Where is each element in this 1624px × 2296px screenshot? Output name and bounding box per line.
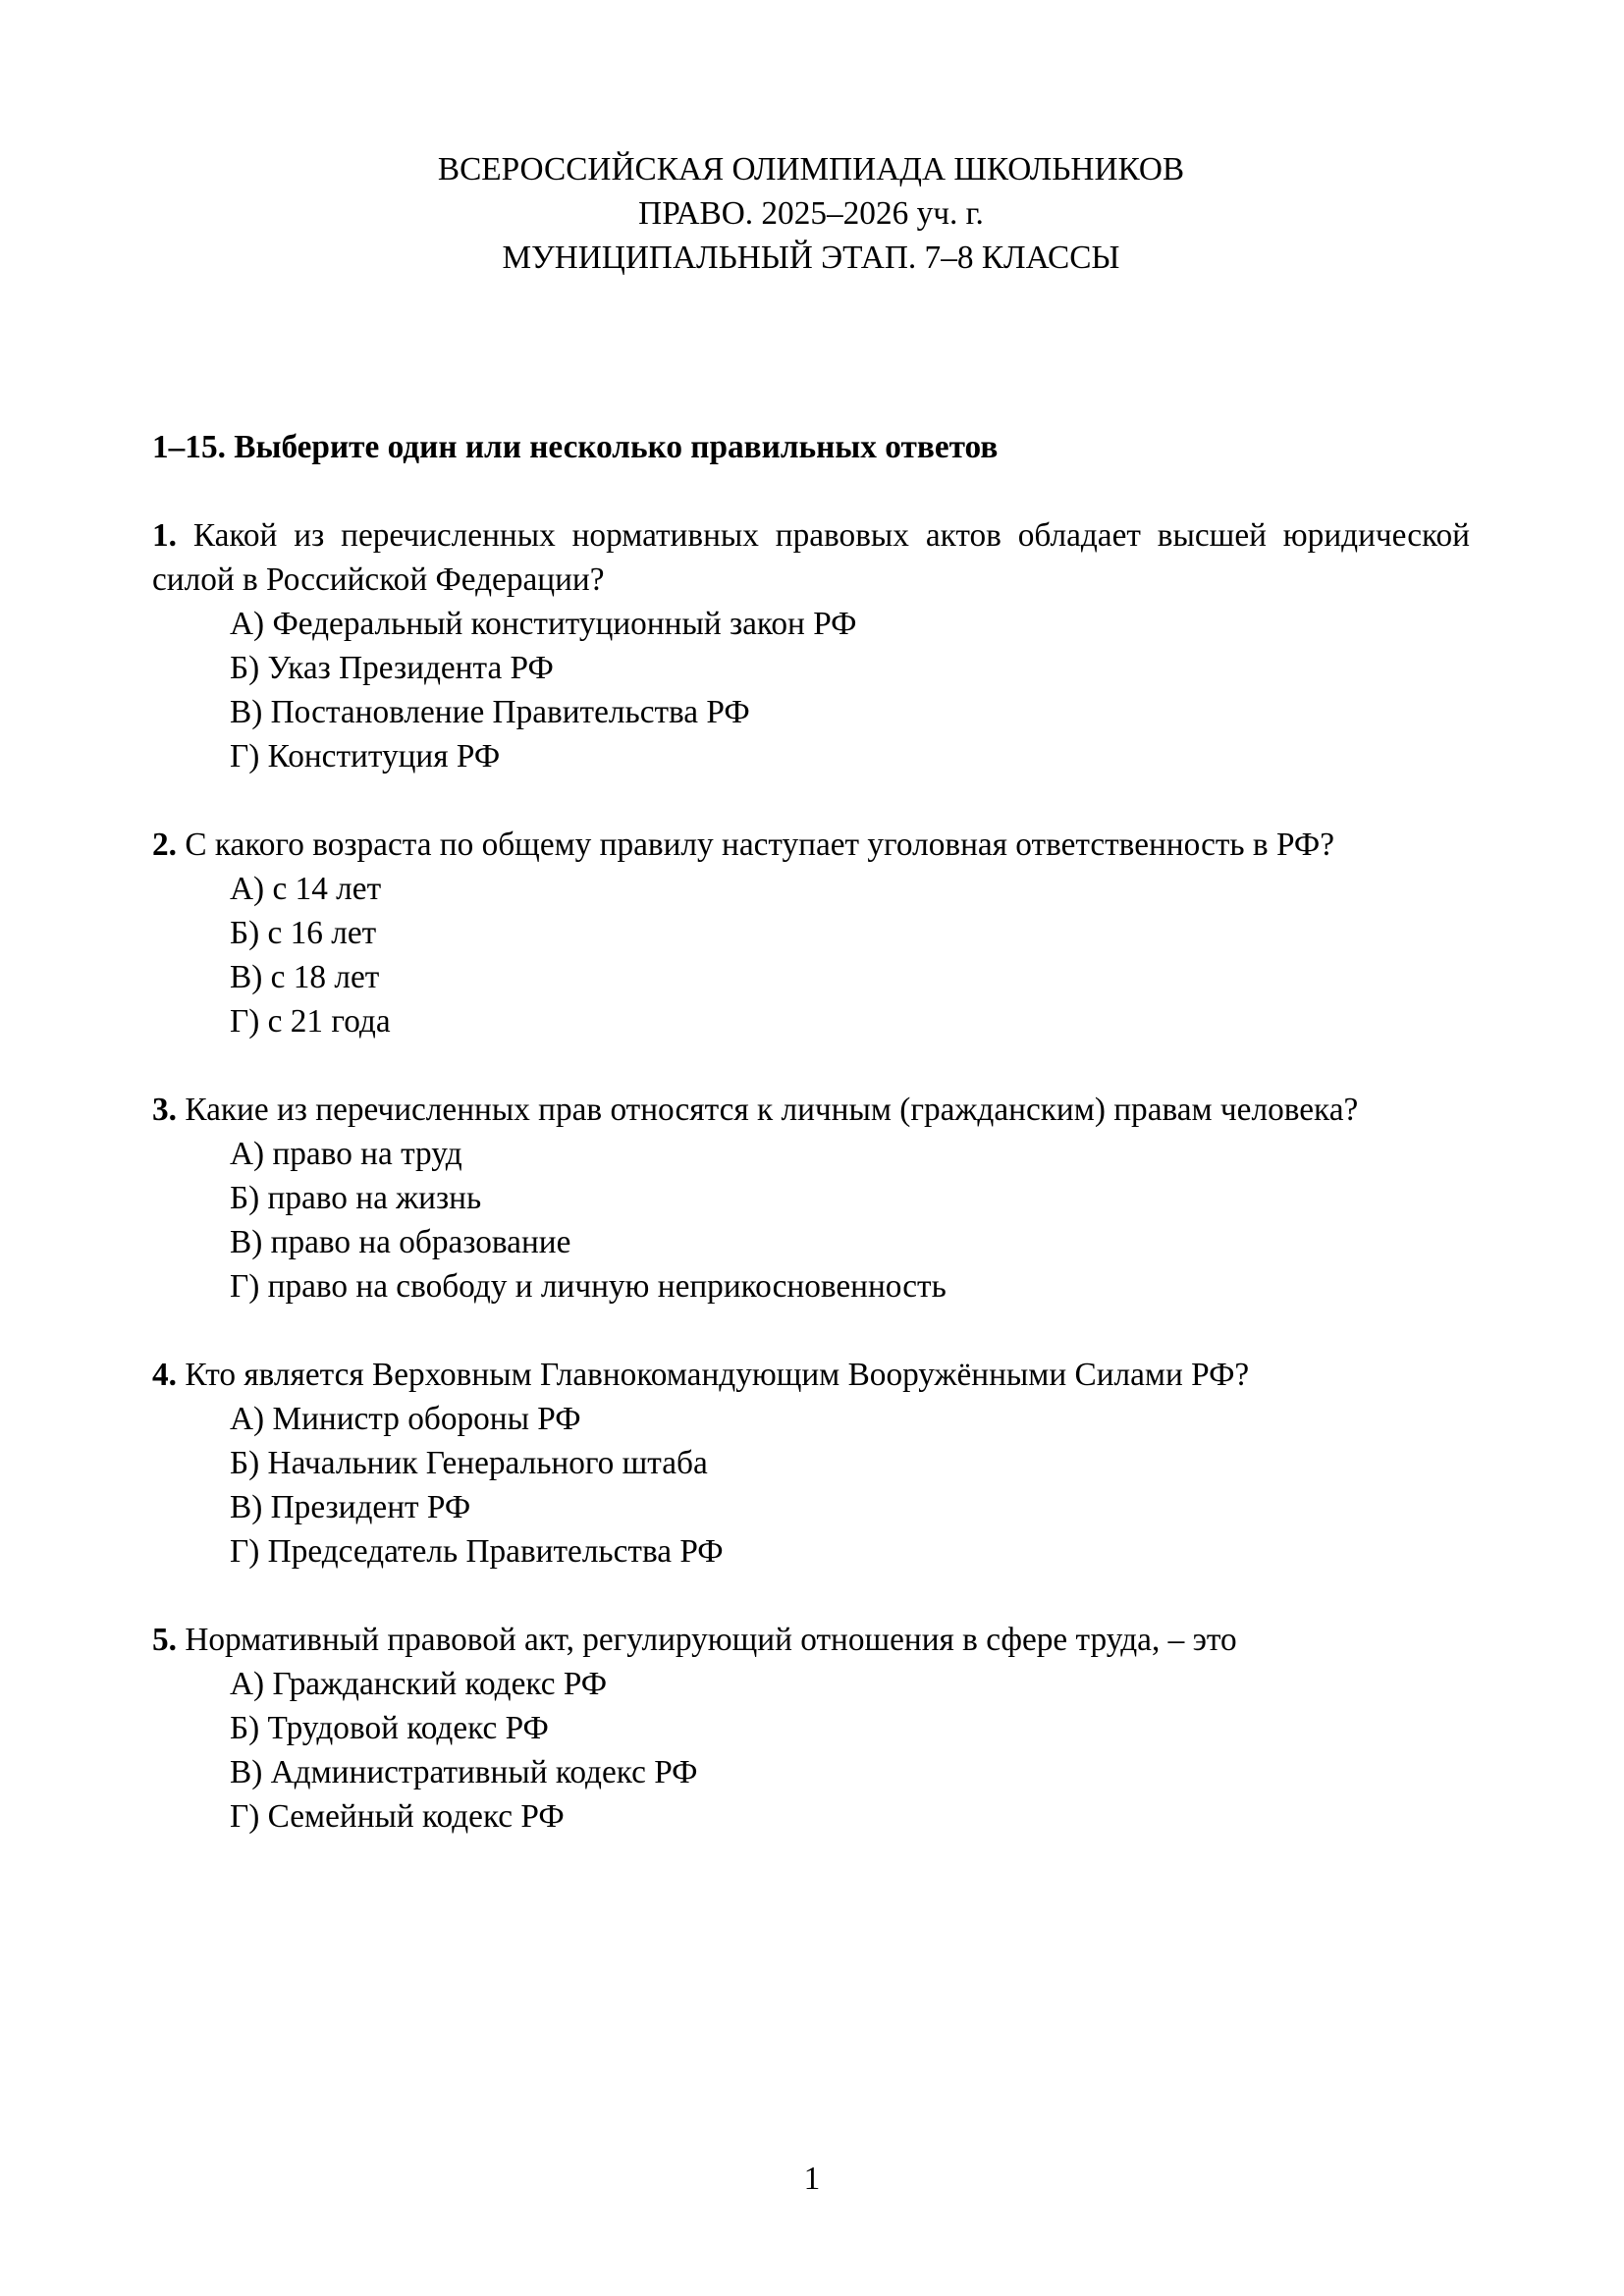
question-5-option-a: А) Гражданский кодекс РФ	[230, 1666, 608, 1702]
header-olympiad-title: ВСЕРОССИЙСКАЯ ОЛИМПИАДА ШКОЛЬНИКОВ	[437, 151, 1185, 187]
question-5-option-b: Б) Трудовой кодекс РФ	[230, 1710, 549, 1746]
question-4-number: 4.	[152, 1357, 177, 1393]
section-heading: 1–15. Выберите один или несколько правильных ответов	[152, 429, 999, 465]
question-3-option-v: В) право на образование	[230, 1224, 571, 1260]
document-header	[152, 147, 1470, 280]
question-4-option-g: Г) Председатель Правительства РФ	[230, 1533, 724, 1570]
question-3-options	[152, 1132, 1470, 1308]
question-1-option-a: А) Федеральный конституционный закон РФ	[230, 606, 857, 642]
question-4-options	[152, 1397, 1470, 1574]
question-1-text	[152, 513, 1470, 602]
question-5-option-v: В) Административный кодекс РФ	[230, 1754, 698, 1790]
header-stage-grades: МУНИЦИПАЛЬНЫЙ ЭТАП. 7–8 КЛАССЫ	[502, 240, 1120, 276]
question-1-option-g: Г) Конституция РФ	[230, 738, 501, 774]
question-5-options	[152, 1662, 1470, 1839]
question-4-option-a: А) Министр обороны РФ	[230, 1401, 581, 1437]
question-3-option-g: Г) право на свободу и личную неприкосновенность	[230, 1268, 947, 1305]
question-3-option-a: А) право на труд	[230, 1136, 462, 1172]
question-2-option-v: В) с 18 лет	[230, 959, 380, 995]
question-1	[152, 513, 1470, 778]
question-3-option-b: Б) право на жизнь	[230, 1180, 482, 1216]
question-2-stem: С какого возраста по общему правилу наступает уголовная ответственность в РФ?	[185, 827, 1335, 863]
question-5-number: 5.	[152, 1622, 177, 1658]
question-2-option-b: Б) с 16 лет	[230, 915, 377, 951]
question-2-number: 2.	[152, 827, 177, 863]
question-1-number: 1.	[152, 517, 177, 554]
question-5-option-g: Г) Семейный кодекс РФ	[230, 1798, 565, 1835]
question-5-text	[152, 1618, 1470, 1662]
page-number: 1	[803, 2161, 821, 2197]
question-2-text	[152, 823, 1470, 867]
question-1-stem: Какой из перечисленных нормативных правовых актов обладает высшей юридической силой в Российской Федерации?	[152, 517, 1470, 598]
question-3-stem: Какие из перечисленных прав относятся к личным (гражданским) правам человека?	[185, 1092, 1359, 1128]
question-4-option-v: В) Президент РФ	[230, 1489, 471, 1525]
question-2	[152, 823, 1470, 1043]
question-1-options	[152, 602, 1470, 778]
question-5-stem: Нормативный правовой акт, регулирующий отношения в сфере труда, – это	[185, 1622, 1237, 1658]
question-3-text	[152, 1088, 1470, 1132]
question-2-options	[152, 867, 1470, 1043]
document-body	[152, 425, 1470, 1839]
question-4-text	[152, 1353, 1470, 1397]
question-5	[152, 1618, 1470, 1839]
question-1-option-v: В) Постановление Правительства РФ	[230, 694, 750, 730]
question-4	[152, 1353, 1470, 1574]
question-2-option-g: Г) с 21 года	[230, 1003, 391, 1040]
question-3	[152, 1088, 1470, 1308]
header-subject-year: ПРАВО. 2025–2026 уч. г.	[638, 195, 984, 232]
question-4-stem: Кто является Верховным Главнокомандующим Вооружёнными Силами РФ?	[185, 1357, 1250, 1393]
question-2-option-a: А) с 14 лет	[230, 871, 382, 907]
question-4-option-b: Б) Начальник Генерального штаба	[230, 1445, 708, 1481]
question-3-number: 3.	[152, 1092, 177, 1128]
question-1-option-b: Б) Указ Президента РФ	[230, 650, 554, 686]
